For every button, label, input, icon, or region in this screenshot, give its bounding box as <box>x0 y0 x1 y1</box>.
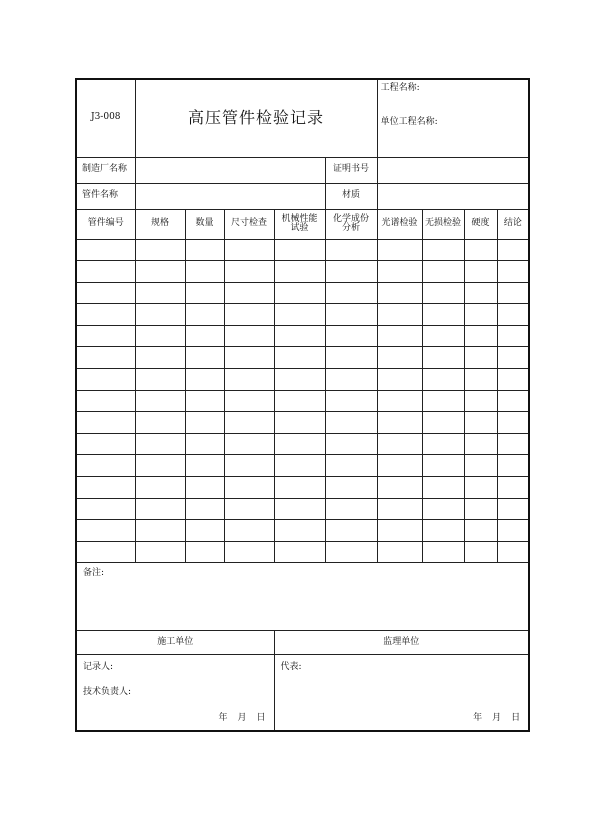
supervision-unit-label: 监理单位 <box>274 631 529 655</box>
table-cell[interactable] <box>185 304 224 326</box>
table-cell[interactable] <box>325 239 377 261</box>
table-cell[interactable] <box>224 261 274 283</box>
table-cell[interactable] <box>76 369 135 391</box>
header-cell: 结论 <box>497 209 529 239</box>
date-year: 年 <box>218 713 228 724</box>
table-cell[interactable] <box>422 520 464 542</box>
table-cell[interactable] <box>325 369 377 391</box>
remarks-cell[interactable] <box>76 563 529 631</box>
inspection-form <box>75 78 528 732</box>
material-label: 材质 <box>325 183 377 209</box>
table-cell[interactable] <box>377 520 422 542</box>
table-cell[interactable] <box>76 477 135 499</box>
table-cell[interactable] <box>422 455 464 477</box>
table-cell[interactable] <box>422 498 464 520</box>
table-cell[interactable] <box>422 369 464 391</box>
table-cell[interactable] <box>464 520 497 542</box>
table-cell[interactable] <box>464 369 497 391</box>
table-cell[interactable] <box>76 239 135 261</box>
table-cell[interactable] <box>377 369 422 391</box>
date-year: 年 <box>473 713 483 724</box>
table-cell[interactable] <box>274 261 325 283</box>
table-cell[interactable] <box>497 369 529 391</box>
header-mech-text: 机械性能试验 <box>281 213 318 233</box>
table-cell[interactable] <box>464 412 497 434</box>
table-cell[interactable] <box>464 239 497 261</box>
header-cell: 硬度 <box>464 209 497 239</box>
table-cell[interactable] <box>224 390 274 412</box>
table-cell[interactable] <box>325 433 377 455</box>
table-cell[interactable] <box>422 325 464 347</box>
table-row <box>76 412 529 434</box>
supervision-date <box>463 714 520 724</box>
date-day: 日 <box>511 713 521 724</box>
table-cell[interactable] <box>135 412 185 434</box>
table-row <box>76 304 529 326</box>
fitting-name-label: 管件名称 <box>76 183 135 209</box>
table-cell[interactable] <box>325 412 377 434</box>
table-cell[interactable] <box>422 541 464 563</box>
material-value[interactable] <box>377 183 529 209</box>
table-cell[interactable] <box>135 261 185 283</box>
table-cell[interactable] <box>497 347 529 369</box>
table-cell[interactable] <box>274 239 325 261</box>
table-cell[interactable] <box>464 541 497 563</box>
table-cell[interactable] <box>497 477 529 499</box>
table-cell[interactable] <box>76 325 135 347</box>
table-cell[interactable] <box>135 282 185 304</box>
table-cell[interactable] <box>464 325 497 347</box>
table-cell[interactable] <box>464 477 497 499</box>
table-cell[interactable] <box>325 520 377 542</box>
table-cell[interactable] <box>497 412 529 434</box>
table-cell[interactable] <box>185 520 224 542</box>
table-cell[interactable] <box>224 455 274 477</box>
date-day: 日 <box>256 713 266 724</box>
table-cell[interactable] <box>274 433 325 455</box>
form-title: 高压管件检验记录 <box>135 79 377 157</box>
table-row <box>76 498 529 520</box>
table-row <box>76 261 529 283</box>
table-cell[interactable] <box>135 369 185 391</box>
data-rows <box>76 239 529 563</box>
table-row <box>76 347 529 369</box>
table-cell[interactable] <box>497 433 529 455</box>
table-cell[interactable] <box>135 304 185 326</box>
table-cell[interactable] <box>377 412 422 434</box>
table-cell[interactable] <box>224 347 274 369</box>
date-month: 月 <box>492 713 502 724</box>
table-cell[interactable] <box>464 282 497 304</box>
construction-sign-cell[interactable] <box>76 655 274 731</box>
remarks-label: 备注: <box>83 568 105 579</box>
table-cell[interactable] <box>497 541 529 563</box>
table-cell[interactable] <box>464 455 497 477</box>
table-cell[interactable] <box>76 282 135 304</box>
table-cell[interactable] <box>497 282 529 304</box>
table-cell[interactable] <box>274 390 325 412</box>
table-cell[interactable] <box>497 325 529 347</box>
table-cell[interactable] <box>377 541 422 563</box>
table-cell[interactable] <box>135 541 185 563</box>
table-cell[interactable] <box>185 477 224 499</box>
table-cell[interactable] <box>422 282 464 304</box>
table-cell[interactable] <box>135 520 185 542</box>
recorder-label: 记录人: <box>83 662 114 673</box>
table-cell[interactable] <box>135 433 185 455</box>
table-cell[interactable] <box>464 498 497 520</box>
table-cell[interactable] <box>135 477 185 499</box>
header-chem-text: 化学成份分析 <box>333 213 370 233</box>
table-cell[interactable] <box>422 433 464 455</box>
table-cell[interactable] <box>76 455 135 477</box>
table-cell[interactable] <box>224 369 274 391</box>
table-cell[interactable] <box>377 304 422 326</box>
table-cell[interactable] <box>497 239 529 261</box>
certificate-no-label: 证明书号 <box>325 157 377 183</box>
table-cell[interactable] <box>135 455 185 477</box>
table-cell[interactable] <box>135 325 185 347</box>
table-cell[interactable] <box>185 369 224 391</box>
table-cell[interactable] <box>464 347 497 369</box>
table-cell[interactable] <box>377 325 422 347</box>
table-row <box>76 390 529 412</box>
supervision-sign-cell[interactable] <box>274 655 529 731</box>
header-cell: 尺寸检查 <box>224 209 274 239</box>
table-cell[interactable] <box>135 239 185 261</box>
table-cell[interactable] <box>422 304 464 326</box>
table-cell[interactable] <box>185 412 224 434</box>
date-month: 月 <box>237 713 247 724</box>
table-cell[interactable] <box>422 412 464 434</box>
table-cell[interactable] <box>325 541 377 563</box>
tech-lead-label: 技术负责人: <box>83 687 132 698</box>
header-cell: 管件编号 <box>76 209 135 239</box>
table-cell[interactable] <box>76 498 135 520</box>
table-cell[interactable] <box>497 498 529 520</box>
table-cell[interactable] <box>274 369 325 391</box>
table-cell[interactable] <box>274 455 325 477</box>
table-cell[interactable] <box>76 412 135 434</box>
representative-label: 代表: <box>280 662 302 673</box>
table-cell[interactable] <box>325 455 377 477</box>
table-cell[interactable] <box>422 239 464 261</box>
table-cell[interactable] <box>135 347 185 369</box>
table-cell[interactable] <box>422 477 464 499</box>
table-cell[interactable] <box>377 347 422 369</box>
table-cell[interactable] <box>274 282 325 304</box>
table-cell[interactable] <box>422 347 464 369</box>
table-cell[interactable] <box>185 261 224 283</box>
table-cell[interactable] <box>76 347 135 369</box>
table-cell[interactable] <box>274 412 325 434</box>
table-cell[interactable] <box>377 498 422 520</box>
table-cell[interactable] <box>377 390 422 412</box>
table-cell[interactable] <box>464 261 497 283</box>
column-header-row <box>76 209 529 239</box>
table-row <box>76 369 529 391</box>
table-row <box>76 455 529 477</box>
table-cell[interactable] <box>224 282 274 304</box>
table-cell[interactable] <box>185 390 224 412</box>
table-cell[interactable] <box>377 261 422 283</box>
form-table <box>75 78 530 732</box>
manufacturer-label: 制造厂名称 <box>76 157 135 183</box>
table-cell[interactable] <box>497 304 529 326</box>
header-cell: 无损检验 <box>422 209 464 239</box>
table-cell[interactable] <box>185 455 224 477</box>
table-row <box>76 477 529 499</box>
table-cell[interactable] <box>185 433 224 455</box>
table-cell[interactable] <box>76 261 135 283</box>
header-cell: 光谱检验 <box>377 209 422 239</box>
table-cell[interactable] <box>76 304 135 326</box>
table-cell[interactable] <box>274 498 325 520</box>
table-cell[interactable] <box>325 390 377 412</box>
table-cell[interactable] <box>464 390 497 412</box>
table-cell[interactable] <box>185 325 224 347</box>
project-info-cell <box>377 79 529 157</box>
table-cell[interactable] <box>377 433 422 455</box>
table-cell[interactable] <box>224 304 274 326</box>
table-cell[interactable] <box>224 477 274 499</box>
table-cell[interactable] <box>135 390 185 412</box>
table-cell[interactable] <box>377 455 422 477</box>
certificate-no-value[interactable] <box>377 157 529 183</box>
table-cell[interactable] <box>274 520 325 542</box>
table-cell[interactable] <box>185 282 224 304</box>
table-row <box>76 433 529 455</box>
table-cell[interactable] <box>224 433 274 455</box>
table-cell[interactable] <box>325 498 377 520</box>
table-cell[interactable] <box>325 282 377 304</box>
table-cell[interactable] <box>377 477 422 499</box>
table-cell[interactable] <box>224 520 274 542</box>
table-cell[interactable] <box>224 412 274 434</box>
table-row <box>76 325 529 347</box>
table-cell[interactable] <box>224 239 274 261</box>
table-cell[interactable] <box>224 325 274 347</box>
manufacturer-value[interactable] <box>135 157 325 183</box>
table-cell[interactable] <box>497 261 529 283</box>
table-cell[interactable] <box>325 304 377 326</box>
table-cell[interactable] <box>274 304 325 326</box>
table-cell[interactable] <box>76 433 135 455</box>
project-name-label: 工程名称: <box>380 83 420 93</box>
table-cell[interactable] <box>325 325 377 347</box>
table-cell[interactable] <box>464 433 497 455</box>
header-cell: 规格 <box>135 209 185 239</box>
table-cell[interactable] <box>185 541 224 563</box>
table-cell[interactable] <box>497 390 529 412</box>
table-cell[interactable] <box>274 541 325 563</box>
table-cell[interactable] <box>185 498 224 520</box>
header-cell <box>325 209 377 239</box>
table-row <box>76 282 529 304</box>
table-cell[interactable] <box>497 455 529 477</box>
header-cell <box>274 209 325 239</box>
construction-unit-label: 施工单位 <box>76 631 274 655</box>
table-row <box>76 239 529 261</box>
table-cell[interactable] <box>76 390 135 412</box>
table-cell[interactable] <box>325 347 377 369</box>
unit-project-name-label: 单位工程名称: <box>380 116 438 127</box>
table-cell[interactable] <box>274 347 325 369</box>
table-cell[interactable] <box>377 239 422 261</box>
table-cell[interactable] <box>76 520 135 542</box>
table-cell[interactable] <box>274 325 325 347</box>
table-cell[interactable] <box>76 541 135 563</box>
table-cell[interactable] <box>274 477 325 499</box>
table-cell[interactable] <box>497 520 529 542</box>
table-cell[interactable] <box>185 239 224 261</box>
table-cell[interactable] <box>224 541 274 563</box>
table-cell[interactable] <box>224 498 274 520</box>
header-cell: 数量 <box>185 209 224 239</box>
table-cell[interactable] <box>422 261 464 283</box>
table-cell[interactable] <box>185 347 224 369</box>
table-cell[interactable] <box>135 498 185 520</box>
table-cell[interactable] <box>464 304 497 326</box>
table-cell[interactable] <box>325 261 377 283</box>
fitting-name-value[interactable] <box>135 183 325 209</box>
table-row <box>76 520 529 542</box>
table-row <box>76 541 529 563</box>
table-cell[interactable] <box>422 390 464 412</box>
construction-date <box>208 714 265 724</box>
form-code: J3-008 <box>76 79 135 157</box>
table-cell[interactable] <box>325 477 377 499</box>
table-cell[interactable] <box>377 282 422 304</box>
